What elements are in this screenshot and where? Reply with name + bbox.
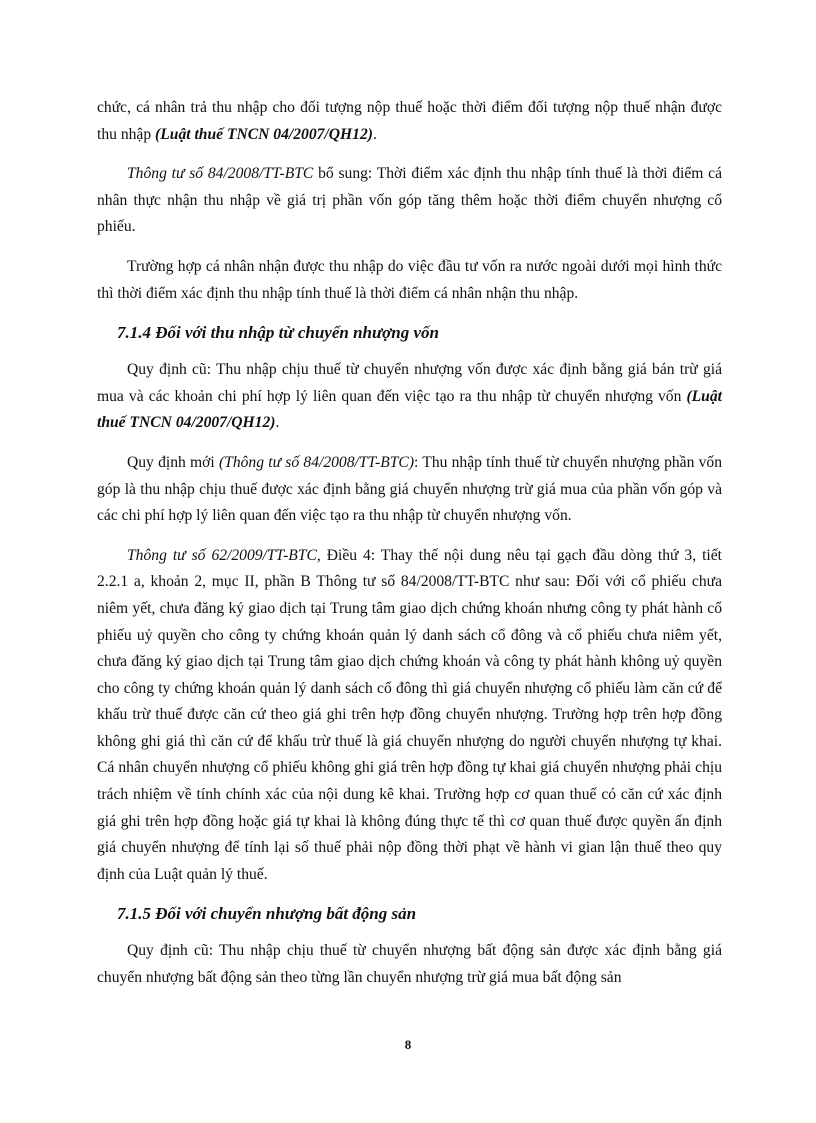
paragraph-7 <box>97 938 722 991</box>
paragraph-3 <box>97 254 722 307</box>
page-number: 8 <box>404 1037 412 1052</box>
page-content <box>97 95 722 1005</box>
paragraph-end: . <box>275 414 280 432</box>
circular-citation: (Thông tư số 84/2008/TT-BTC) <box>218 453 415 471</box>
paragraph-end: . <box>372 125 377 143</box>
paragraph-text: Quy định cũ: Thu nhập chịu thuế từ chuyển nhượng vốn được xác định bằng giá bán trừ giá mua và các khoản chi phí hợp lý liên quan đến việc tạo ra thu nhập từ chuyển nhượng vốn <box>97 361 722 405</box>
paragraph-4 <box>97 357 722 437</box>
paragraph-1 <box>97 95 722 148</box>
law-citation: (Luật thuế TNCN 04/2007/QH12) <box>97 387 722 432</box>
paragraph-text: Trường hợp cá nhân nhận được thu nhập do việc đầu tư vốn ra nước ngoài dưới mọi hình thức thì thời điểm xác định thu nhập tính thuế là thời điểm cá nhân nhận thu nhập. <box>97 257 722 302</box>
paragraph-text: chức, cá nhân trả thu nhập cho đối tượng nộp thuế hoặc thời điểm đối tượng nộp thuế nhận được thu nhập <box>97 99 722 143</box>
circular-reference: Thông tư số 84/2008/TT-BTC <box>127 165 314 183</box>
law-citation: (Luật thuế TNCN 04/2007/QH12) <box>155 125 373 143</box>
paragraph-text: : Thu nhập tính thuế từ chuyển nhượng phần vốn góp là thu nhập chịu thuế được xác định bằng giá chuyển nhượng trừ giá mua của phần vốn góp và các chi phí hợp lý liên quan đến việc tạo ra thu nhập từ chuyển nhượng vốn. <box>97 453 723 525</box>
section-heading-7-1-4: 7.1.4 Đối với thu nhập từ chuyển nhượng vốn <box>117 323 440 343</box>
circular-reference: Thông tư số 62/2009/TT-BTC <box>127 546 317 564</box>
paragraph-5 <box>97 450 722 530</box>
paragraph-lead: Quy định mới <box>127 453 219 471</box>
paragraph-text: , Điều 4: Thay thế nội dung nêu tại gạch đầu dòng thứ 3, tiết 2.2.1 a, khoản 2, mục II, phần B Thông tư số 84/2008/TT-BTC như sau: Đối với cổ phiếu chưa niêm yết, chưa đăng ký giao dịch tại Trung tâm giao dịch chứng khoán nhưng công ty phát hành cổ phiếu uỷ quyền cho công ty chứng khoán quản lý danh sách cổ đông và cổ phiếu chưa niêm yết, chưa đăng ký giao dịch tại Trung tâm giao dịch chứng khoán và công ty phát hành không uỷ quyền cho công ty chứng khoán quản lý danh sách cổ đông thì giá chuyển nhượng cổ phiếu làm căn cứ để khấu trừ thuế được căn cứ theo giá ghi trên hợp đồng chuyển nhượng. Trường hợp trên hợp đồng không ghi giá thì căn cứ để khấu trừ thuế là giá chuyển nhượng do người chuyển nhượng tự khai. Cá nhân chuyển nhượng cổ phiếu không ghi giá trên hợp đồng tự khai giá chuyển nhượng phải chịu trách nhiệm về tính chính xác của nội dung kê khai. Trường hợp cơ quan thuế có căn cứ xác định giá ghi trên hợp đồng hoặc giá tự khai là không đúng thực tế thì cơ quan thuế được quyền ấn định giá chuyển nhượng để tính lại số thuế phải nộp đồng thời phạt về hành vi gian lận thuế theo quy định của Luật quản lý thuế. <box>97 546 722 883</box>
paragraph-text: Quy định cũ: Thu nhập chịu thuế từ chuyển nhượng bất động sản được xác định bằng giá chuyển nhượng bất động sản theo từng lần chuyển nhượng trừ giá mua bất động sản <box>97 942 722 987</box>
paragraph-text: bổ sung: Thời điểm xác định thu nhập tính thuế là thời điểm cá nhân thực nhận thu nhập về giá trị phần vốn góp tăng thêm hoặc thời điểm chuyển nhượng cổ phiếu. <box>97 165 723 236</box>
paragraph-2 <box>97 161 722 241</box>
paragraph-6 <box>97 543 722 889</box>
section-heading-7-1-5: 7.1.5 Đối với chuyển nhượng bất động sản <box>117 904 417 924</box>
